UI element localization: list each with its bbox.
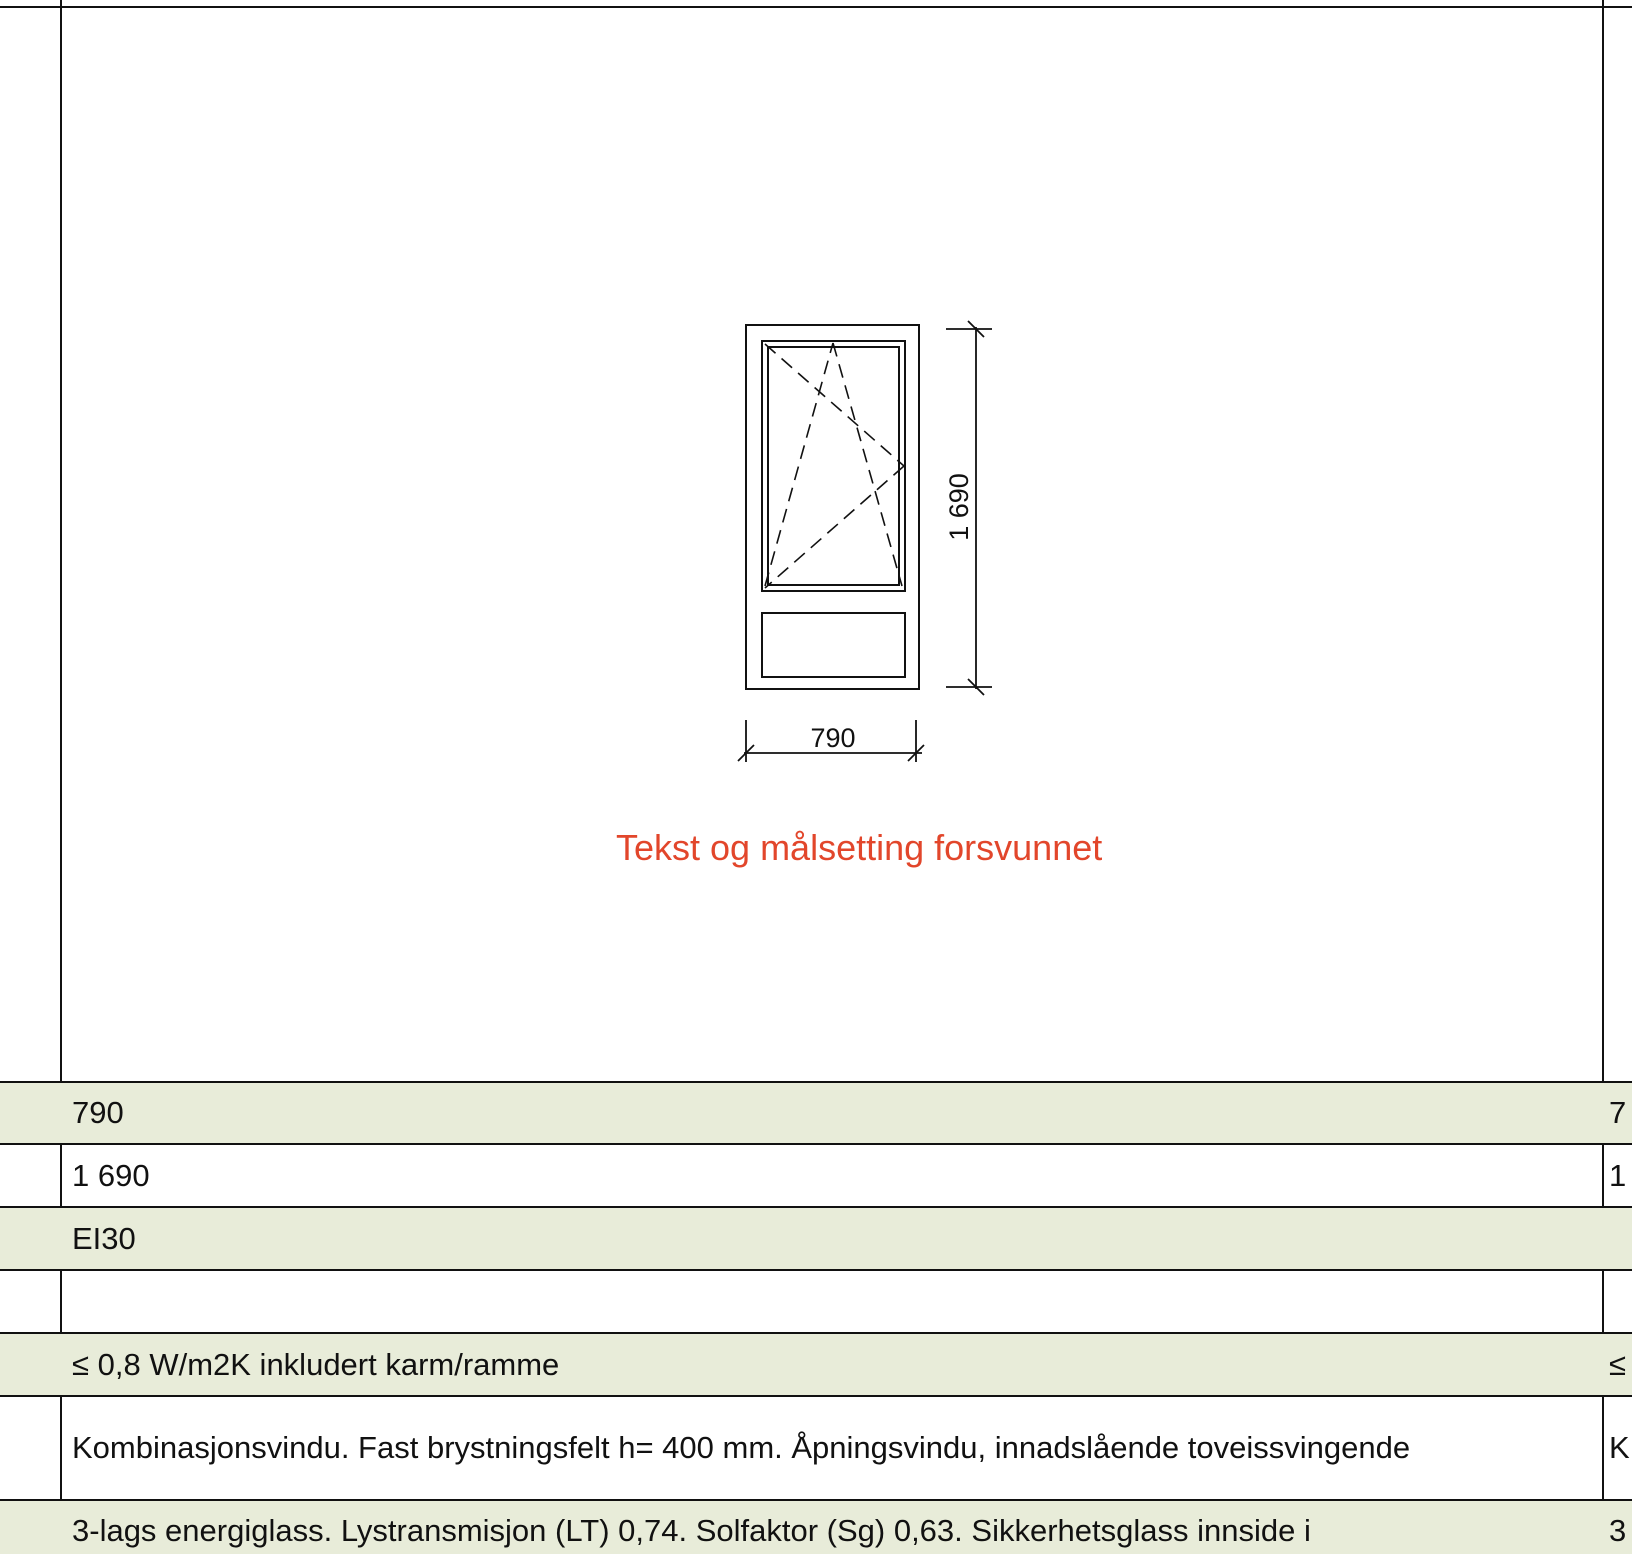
spec-value-cell: 1 690 <box>72 1157 150 1193</box>
spec-table-row <box>0 1395 1632 1499</box>
width-dimension-label: 790 <box>810 723 856 753</box>
spec-value-cell: EI30 <box>72 1220 136 1256</box>
window-sash-inner <box>768 347 899 585</box>
opening-indicator-lines <box>765 343 904 588</box>
next-column-cell: 3 <box>1609 1513 1627 1548</box>
next-column-cell: 1 <box>1609 1157 1627 1193</box>
height-dimension-label: 1 690 <box>944 473 974 541</box>
spec-table-row <box>0 1332 1632 1395</box>
window-drawing-area <box>62 8 1602 1081</box>
next-column-cell: K <box>1609 1430 1630 1465</box>
spec-value-cell: 790 <box>72 1095 124 1130</box>
spec-value-cell: ≤ 0,8 W/m2K inkludert karm/ramme <box>72 1346 560 1382</box>
window-outer-frame <box>746 325 919 689</box>
next-column-cell: ≤ <box>1609 1346 1627 1382</box>
spec-value-cell: Kombinasjonsvindu. Fast brystningsfelt h= 400 mm. Åpningsvindu, innadslående toveissvingende <box>72 1430 1411 1465</box>
missing-text-warning: Tekst og målsetting forsvunnet <box>616 827 1103 868</box>
next-column-cell: 7 <box>1609 1095 1627 1130</box>
next-column-cell <box>1609 1208 1632 1269</box>
next-column-cell <box>1609 1271 1632 1332</box>
window-lower-panel <box>762 613 905 677</box>
window-sash-outer <box>762 341 905 591</box>
spec-table-row <box>0 1499 1632 1554</box>
spec-value-cell: 3-lags energiglass. Lystransmisjon (LT) 0,74. Solfaktor (Sg) 0,63. Sikkerhetsglass innside i <box>72 1513 1311 1548</box>
spec-table-row <box>0 1206 1632 1269</box>
spec-table-row <box>0 1081 1632 1143</box>
spec-table-row <box>0 1269 1632 1332</box>
spec-table-row <box>0 1143 1632 1206</box>
window-elevation-drawing <box>62 8 1602 1081</box>
